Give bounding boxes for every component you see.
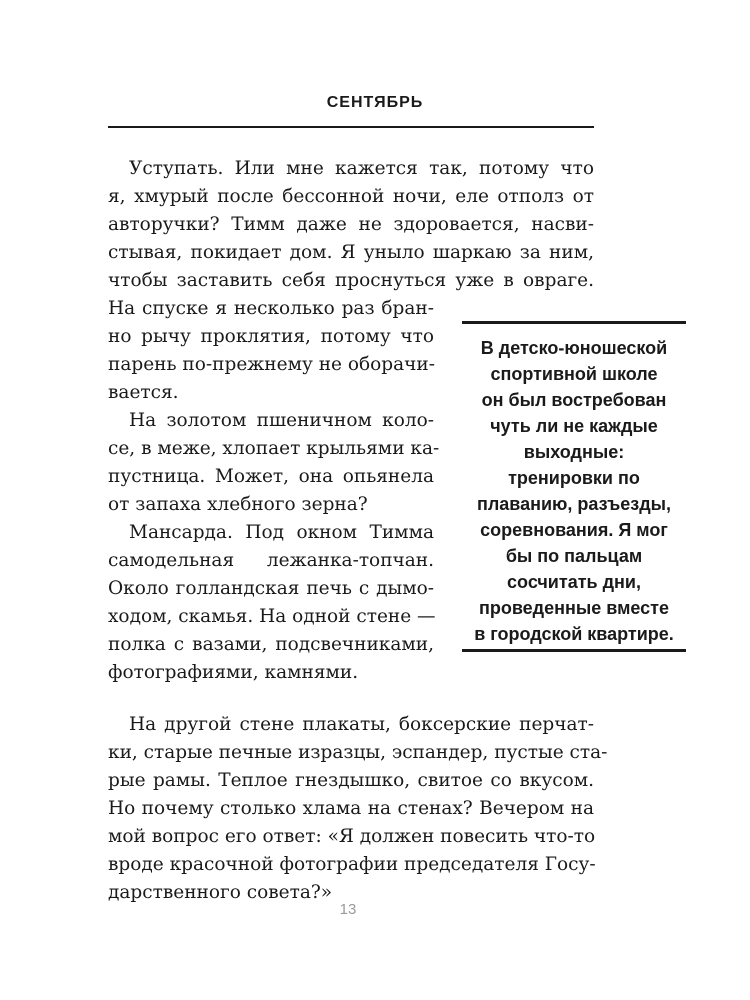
text-line: рые рамы. Теплое гнездышко, свитое со вкусом.	[108, 770, 594, 791]
pull-quote-line: он был востребован	[481, 390, 667, 410]
text-line: парень по-прежнему не оборачи-	[108, 354, 435, 375]
text-line: от запаха хлебного зерна?	[108, 494, 368, 515]
pull-quote	[462, 321, 686, 652]
text-line: ки, старые печные изразцы, эспандер, пустые ста-	[108, 742, 608, 763]
text-line: чтобы заставить себя проснуться уже в овраге.	[108, 270, 594, 291]
pull-quote-line: спортивной школе	[490, 364, 658, 384]
text-line: Уступать. Или мне кажется так, потому что	[129, 158, 594, 179]
text-line: се, в меже, хлопает крыльями ка-	[108, 438, 440, 459]
pull-quote-line: соревнования. Я мог	[480, 520, 668, 540]
pull-quote-line: бы по пальцам	[505, 546, 643, 566]
text-line: мой вопрос его ответ: «Я должен повесить что-то	[108, 826, 596, 847]
pull-quote-line: выходные:	[523, 442, 625, 462]
text-line: стывая, покидает дом. Я уныло шаркаю за ним,	[108, 242, 594, 263]
pull-quote-line: тренировки по	[508, 468, 640, 488]
chapter-title: СЕНТЯБРЬ	[326, 94, 424, 111]
text-line: На другой стене плакаты, боксерские перчат-	[129, 714, 594, 735]
pull-quote-line: чуть ли не каждые	[490, 416, 658, 436]
text-line: дарственного совета?»	[108, 882, 333, 903]
pull-quote-line: плаванию, разъезды,	[476, 494, 672, 514]
text-line: но рычу проклятия, потому что	[108, 326, 434, 347]
text-line: пустница. Может, она опьянела	[108, 466, 434, 487]
text-line: я, хмурый после бессонной ночи, еле отполз от	[108, 186, 594, 207]
header-divider	[108, 126, 594, 128]
text-line: вается.	[108, 382, 179, 403]
page-number: 13	[339, 901, 357, 918]
text-line: самодельная лежанка-топчан.	[108, 550, 434, 571]
text-line: фотографиями, камнями.	[108, 662, 359, 683]
text-line: полка с вазами, подсвечниками,	[108, 634, 434, 655]
pull-quote-line: проведенные вместе	[478, 598, 670, 618]
text-line: На золотом пшеничном коло-	[129, 410, 434, 431]
text-line: Но почему столько хлама на стенах? Вечером на	[108, 798, 594, 819]
text-line: авторучки? Тимм даже не здоровается, насви-	[108, 214, 594, 235]
pull-quote-line: в городской квартире.	[474, 624, 674, 644]
text-line: вроде красочной фотографии председателя Госу-	[108, 854, 596, 875]
pull-quote-line: сосчитать дни,	[507, 572, 641, 592]
text-line: Мансарда. Под окном Тимма	[129, 522, 434, 543]
pull-quote-line: В детско-юношеской	[480, 338, 668, 358]
text-line: ходом, скамья. На одной стене —	[108, 606, 436, 627]
text-line: На спуске я несколько раз бран-	[108, 298, 434, 319]
text-line: Около голландская печь с дымо-	[108, 578, 434, 599]
